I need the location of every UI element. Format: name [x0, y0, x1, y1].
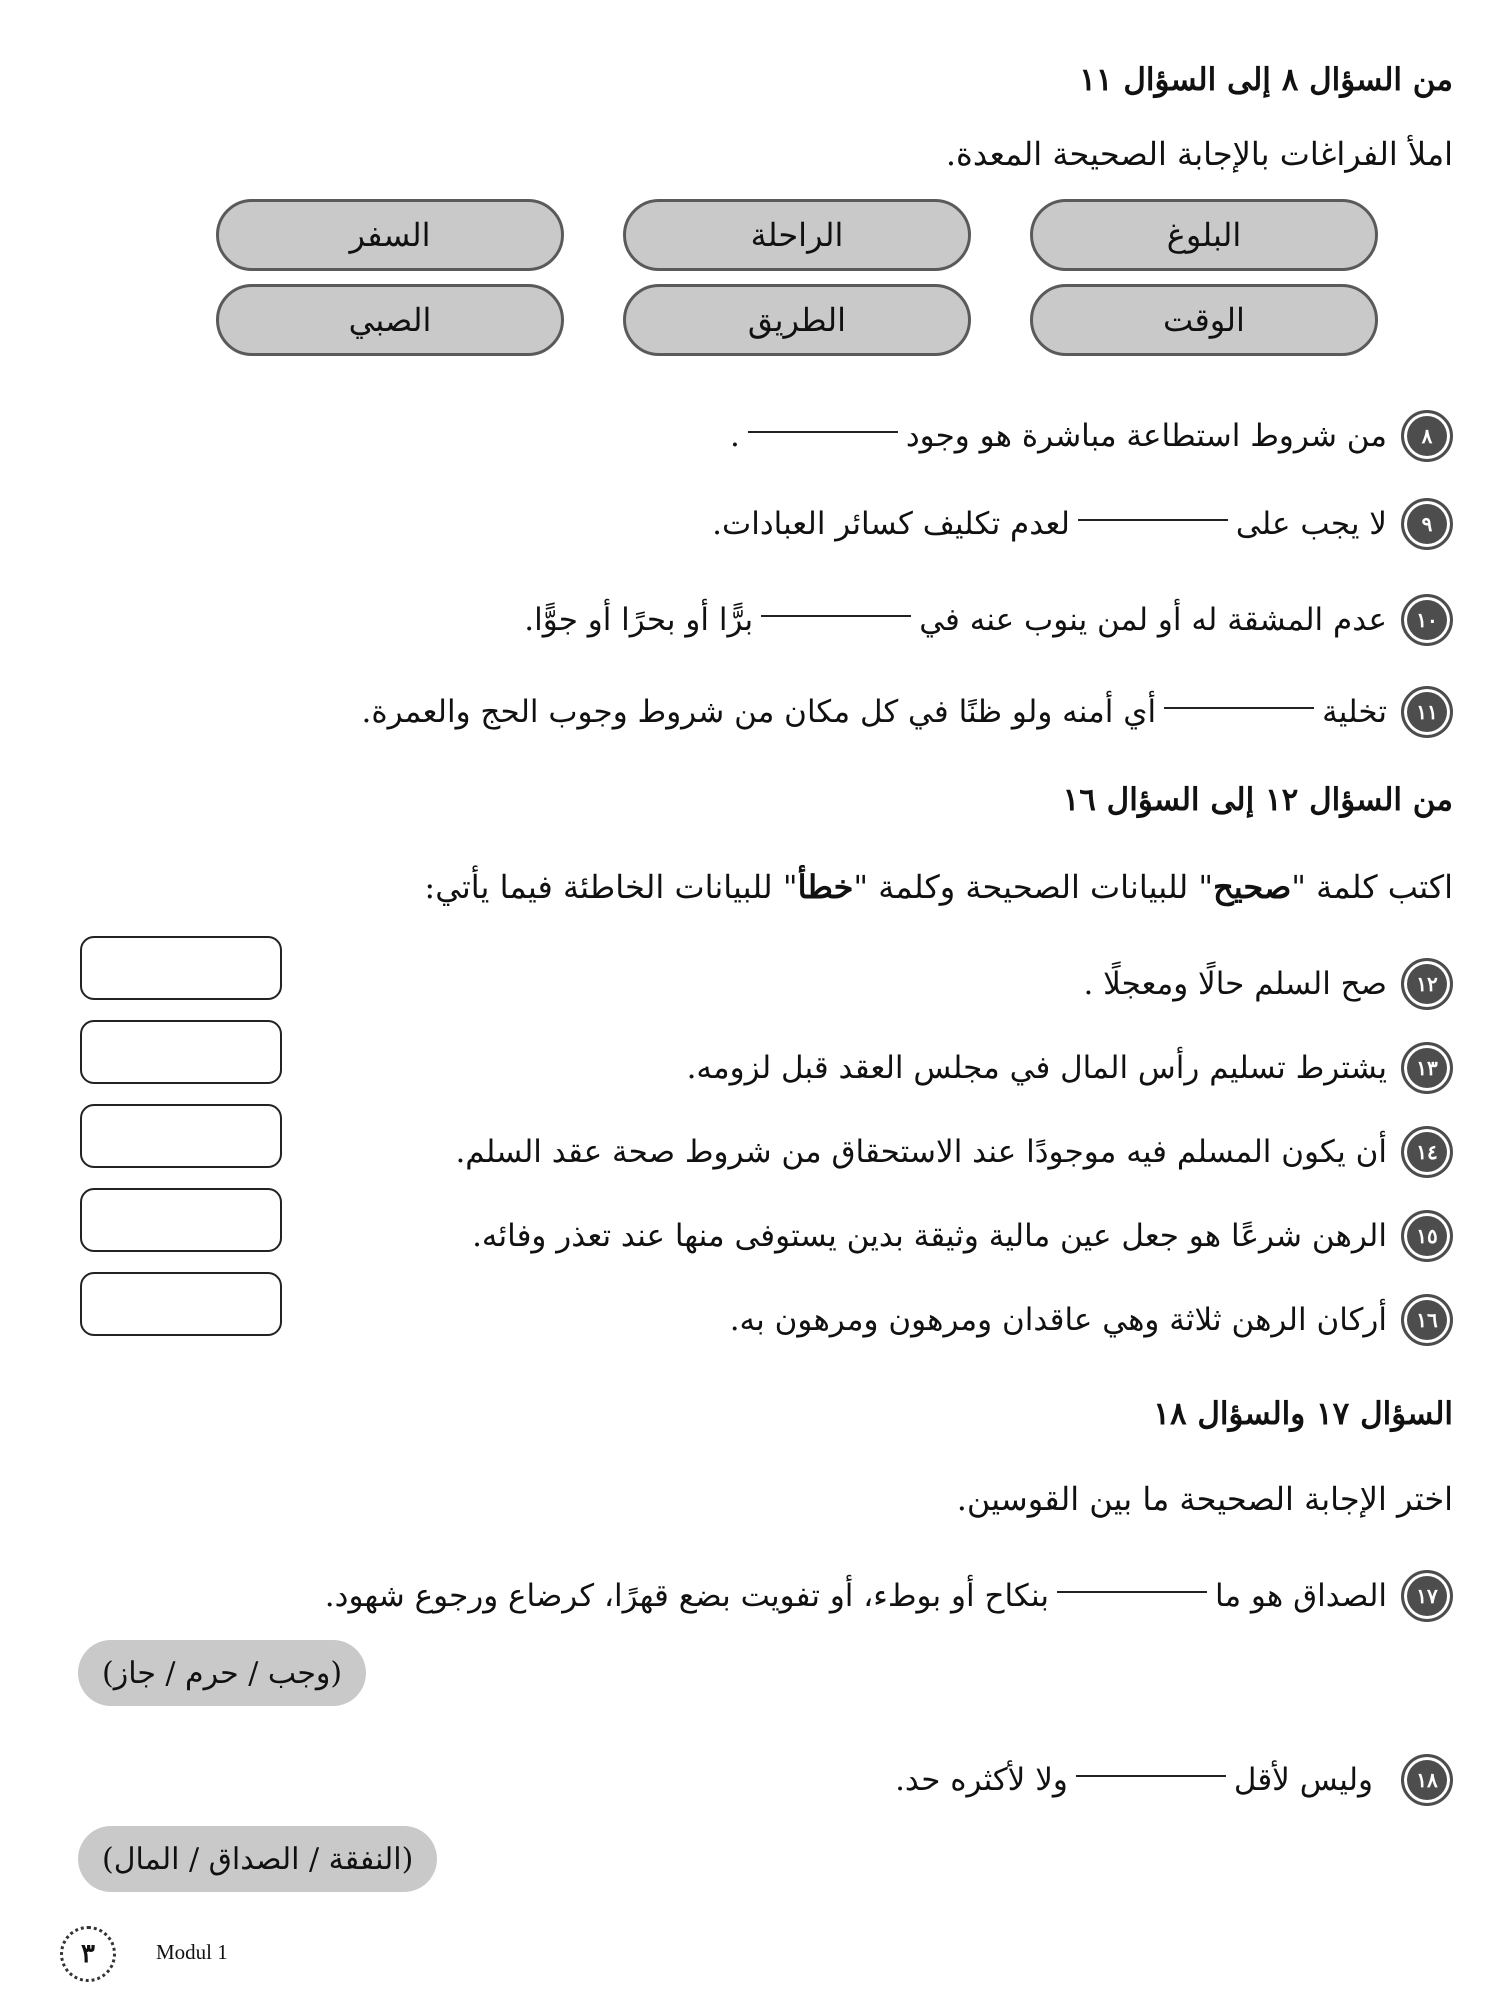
question-text-end: أي أمنه ولو ظنًا في كل مكان من شروط وجوب الحج والعمرة. [361, 694, 1157, 730]
fill-blank[interactable] [1078, 519, 1228, 521]
page-number: ٣ [60, 1926, 116, 1982]
question-number-badge: ٩ [1401, 498, 1453, 550]
instruction-part-3: " للبيانات الخاطئة فيما يأتي: [424, 868, 798, 906]
fill-blank[interactable] [1057, 1591, 1207, 1593]
question-text: تخلية [1322, 694, 1387, 730]
question-text-end: برًّا أو بحرًا أو جوًّا. [524, 602, 754, 638]
question-number-badge: ١٦ [1401, 1294, 1453, 1346]
question-number-badge: ٨ [1401, 410, 1453, 462]
question-number-badge: ١٥ [1401, 1210, 1453, 1262]
answer-box-14[interactable] [80, 1104, 282, 1168]
question-14 [455, 1126, 1453, 1178]
question-text: الرهن شرعًا هو جعل عين مالية وثيقة بدين يستوفى منها عند تعذر وفائه. [472, 1218, 1387, 1254]
question-16 [730, 1294, 1453, 1346]
module-label: Modul 1 [156, 1940, 228, 1964]
question-text: عدم المشقة له أو لمن ينوب عنه في [919, 602, 1387, 638]
question-text: أركان الرهن ثلاثة وهي عاقدان ومرهون ومرهون به. [729, 1302, 1387, 1338]
question-text-end: . [729, 418, 740, 454]
question-18 [895, 1754, 1453, 1806]
option-pill-rahila[interactable]: الراحلة [623, 199, 971, 271]
section-1-heading: من السؤال ٨ إلى السؤال ١١ [1079, 62, 1453, 98]
question-text-end: لعدم تكليف كسائر العبادات. [712, 506, 1070, 542]
answer-box-13[interactable] [80, 1020, 282, 1084]
question-number-badge: ١٢ [1401, 958, 1453, 1010]
fill-blank[interactable] [1076, 1775, 1226, 1777]
question-15 [472, 1210, 1453, 1262]
option-pill-waqt[interactable]: الوقت [1030, 284, 1378, 356]
option-pill-baloogh[interactable]: البلوغ [1030, 199, 1378, 271]
question-text: من شروط استطاعة مباشرة هو وجود [905, 418, 1387, 454]
fill-blank[interactable] [761, 615, 911, 617]
choices-q18: (النفقة / الصداق / المال) [78, 1826, 437, 1892]
section-2-heading: من السؤال ١٢ إلى السؤال ١٦ [1062, 782, 1453, 818]
answer-box-15[interactable] [80, 1188, 282, 1252]
question-text-end: بنكاح أو بوطء، أو تفويت بضع قهرًا، كرضاع ورجوع شهود. [324, 1578, 1049, 1614]
fill-blank[interactable] [1164, 707, 1314, 709]
section-3-heading: السؤال ١٧ والسؤال ١٨ [1153, 1396, 1453, 1432]
question-12 [1083, 958, 1453, 1010]
question-text: الصداق هو ما [1215, 1578, 1387, 1614]
question-text: يشترط تسليم رأس المال في مجلس العقد قبل لزومه. [686, 1050, 1387, 1086]
fill-blank[interactable] [748, 431, 898, 433]
question-number-badge: ١٣ [1401, 1042, 1453, 1094]
question-10 [524, 594, 1453, 646]
question-text: صح السلم حالًا ومعجلًا . [1083, 966, 1387, 1002]
question-13 [687, 1042, 1453, 1094]
section-2-instruction [424, 868, 1453, 906]
question-number-badge: ١٨ [1401, 1754, 1453, 1806]
option-pill-tariq[interactable]: الطريق [623, 284, 971, 356]
question-number-badge: ١١ [1401, 686, 1453, 738]
option-pill-safar[interactable]: السفر [216, 199, 564, 271]
question-11 [361, 686, 1453, 738]
option-pill-sabi[interactable]: الصبي [216, 284, 564, 356]
instruction-part-2: " للبيانات الصحيحة وكلمة " [853, 868, 1214, 906]
question-number-badge: ١٠ [1401, 594, 1453, 646]
word-false: خطأ [797, 868, 854, 906]
section-1-instruction: املأ الفراغات بالإجابة الصحيحة المعدة. [945, 135, 1453, 173]
question-text-end: ولا لأكثره حد. [895, 1762, 1068, 1798]
section-3-instruction: اختر الإجابة الصحيحة ما بين القوسين. [956, 1480, 1453, 1518]
answer-box-16[interactable] [80, 1272, 282, 1336]
word-true: صحيح [1213, 868, 1292, 906]
choices-q17: (وجب / حرم / جاز) [78, 1640, 366, 1706]
question-number-badge: ١٧ [1401, 1570, 1453, 1622]
answer-box-12[interactable] [80, 936, 282, 1000]
question-number-badge: ١٤ [1401, 1126, 1453, 1178]
question-8 [730, 410, 1453, 462]
question-17 [325, 1570, 1453, 1622]
question-text: لا يجب على [1235, 506, 1387, 542]
question-text: وليس لأقل [1233, 1762, 1373, 1798]
question-9 [712, 498, 1453, 550]
question-text: أن يكون المسلم فيه موجودًا عند الاستحقاق من شروط صحة عقد السلم. [455, 1134, 1387, 1170]
instruction-part-1: اكتب كلمة " [1291, 868, 1453, 906]
